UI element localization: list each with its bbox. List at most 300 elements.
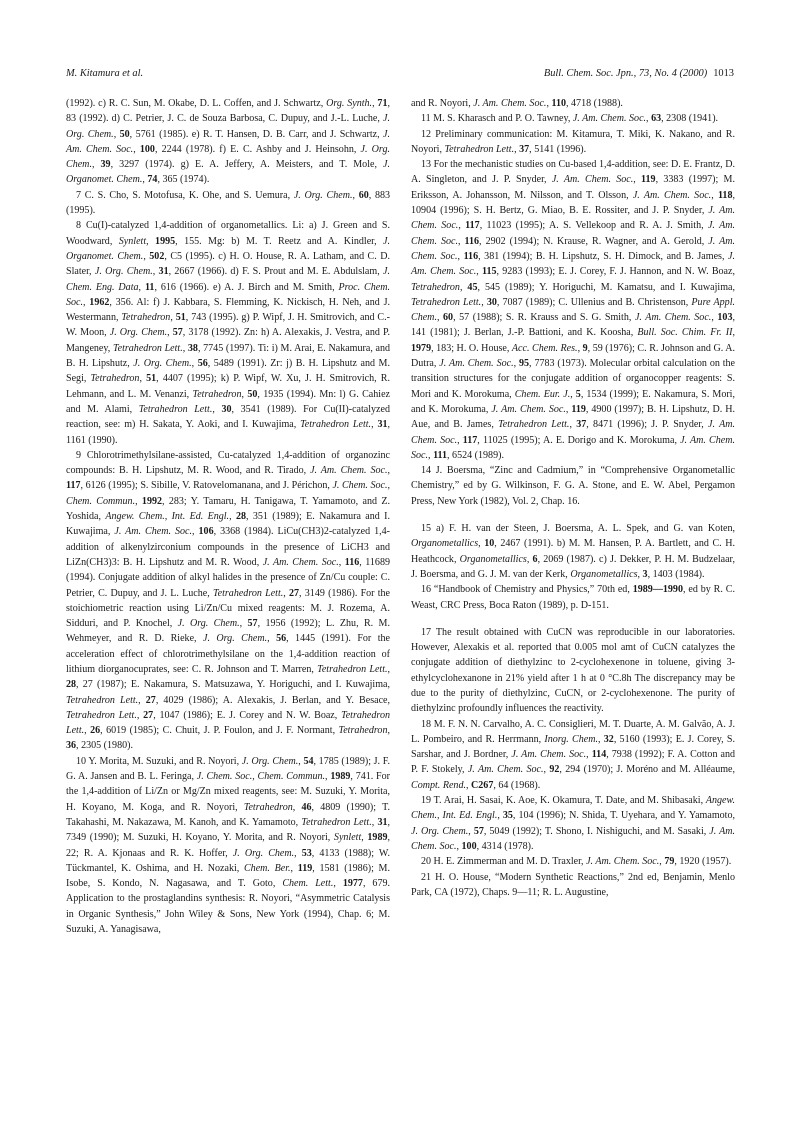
journal-name: J. Am. Chem. Soc. [411,434,736,461]
journal-name: J. Org. Chem. [241,755,299,767]
volume-number: 115 [482,266,497,278]
reference-text: , [659,856,665,868]
journal-name: J. Am. Chem. Soc. [439,358,514,370]
reference-text: , [83,296,90,308]
volume-number: 1977 [342,878,363,890]
volume-number: 45 [467,281,478,293]
reference-text: 16 “Handbook of Chemistry and Physics,” 70th ed, [421,584,633,596]
reference-paragraph [411,625,735,717]
running-header-journal-block [544,66,734,82]
volume-number: 31 [377,816,388,828]
volume-number: 106 [198,526,214,538]
journal-name: Tetrahedron Lett. [212,587,284,599]
reference-text: 20 H. E. Zimmerman and M. D. Traxler, [421,856,587,868]
volume-number: C267 [471,779,494,791]
reference-text: , [476,266,482,278]
reference-text: , [457,250,464,262]
volume-number: 60 [358,189,369,201]
volume-number: 100 [461,840,477,852]
reference-text: 21 H. O. House, “Modern Synthetic Reactions,” 2nd ed, Benjamin, Menlo Park, CA (1972), Chaps. 9—11; R. L. Augustine, [411,871,735,898]
reference-paragraph [411,793,735,854]
reference-text: , [290,862,298,874]
reference-text: , [577,342,583,354]
reference-text: , [136,709,144,721]
journal-name: J. Org. Chem. [109,327,168,339]
volume-number: 9 [582,342,588,354]
volume-number: 95 [519,358,530,370]
reference-text: , [371,816,378,828]
volume-number: 46 [301,801,312,813]
reference-text: , 3178 (1992). Zn: h) A. Alexakis, J. Vestra, and P. Mangeney, [66,327,390,354]
reference-text: , [135,495,142,507]
reference-text: , 7349 (1990); M. Suzuki, H. Koyano, Y. Morita, and R. Noyori, [66,816,390,844]
reference-text: , 1935 (1994). Mn: l) G. Cahiez and M. Alami, [66,388,390,415]
reference-text: , 64 (1968). [493,779,541,791]
reference-text: , 2244 (1978). f) E. C. Ashby and J. Heinsohn, [154,143,361,155]
volume-number: 100 [139,143,155,155]
journal-name: J. Am. Chem. Soc. [511,749,587,761]
reference-text: , [146,235,156,247]
reference-text: , [267,633,277,645]
journal-name: J. Am. Chem. Soc. [411,250,735,278]
reference-paragraph [411,157,735,463]
volume-number: 51 [175,312,186,324]
journal-name: Tetrahedron Lett. [444,143,515,155]
reference-text: , 59 (1976); C. R. Johnson and G. A. Dutra, [411,342,736,370]
reference-text: , [361,832,368,844]
journal-name: Acc. Chem. Res. [511,342,578,354]
reference-text: , 83 (1992). d) C. Petrier, J. C. de Souza Barbosa, C. Dupuy, and J.-L. Luche, [66,98,390,125]
reference-text: , 356. Al: f) J. Kabbara, S. Flemming, K. Nickisch, H. Neh, and J. Westermann, [66,296,390,324]
reference-text: , [191,358,198,370]
journal-name: Tetrahedron [192,388,242,400]
journal-name: J. Chem. Soc., Chem. Commun. [66,480,390,507]
reference-text: , ed by R. C. Weast, CRC Press, Boca Raton (1989), p. D-151. [411,584,735,611]
journal-name: Angew. Chem., Int. Ed. Engl. [105,511,230,523]
volume-number: 1962 [89,296,110,308]
reference-text: , 6019 (1985); C. Chuit, J. P. Foulon, and J. F. Normant, [100,725,339,737]
reference-text: , [457,235,465,247]
reference-text: , 3149 (1986). For the stoichiometric reaction using Li/Zn/Cu mixed reagents: M. J. Rozema, A. Sidduri, and P. Knochel, [66,587,391,630]
reference-text: , [497,810,503,822]
reference-text: , 11025 (1995); A. E. Dorigo and K. Morokuma, [477,434,681,446]
volume-number: 119 [297,862,313,874]
reference-text: 10 Y. Morita, M. Suzuki, and R. Noyori, [76,755,242,767]
reference-paragraph [411,870,735,901]
reference-text: , [283,587,289,599]
reference-paragraph [66,754,390,938]
reference-text: , [387,663,391,675]
volume-number: 1989—1990 [632,584,683,596]
journal-name: J. Org. Chem. [411,825,469,837]
volume-number: 27 [145,694,156,706]
volume-number: 27 [289,587,300,599]
reference-text: , 743 (1995). g) P. Wipf, J. H. Smitrovich, and C.-W. Moon, [66,312,390,339]
reference-text: , [711,189,718,201]
reference-text: , [387,465,390,477]
reference-text: , 381 (1994); B. H. Lipshutz, S. H. Dimock, and B. James, [478,250,729,262]
reference-paragraph [66,96,390,188]
reference-paragraph [66,448,390,754]
journal-name: Compt. Rend. [411,779,466,791]
volume-number: 117 [66,480,81,492]
volume-number: 28 [66,679,77,691]
reference-text: , [481,296,487,308]
reference-text: , 104 (1996); N. Shida, T. Uyehara, and Y. Yamamoto, [512,810,735,822]
reference-text: , 3297 (1974). g) E. A. Jeffery, A. Meisters, and T. Mole, [110,159,384,171]
reference-paragraph [411,127,735,158]
reference-text: , 6524 (1989). [447,449,504,461]
volume-number: 38 [187,342,198,354]
volume-number: 37 [576,419,587,431]
reference-text: , [732,327,735,339]
reference-text: , [142,174,148,186]
journal-name: Tetrahedron [338,725,388,737]
journal-name: J. Org. Chem. [293,189,353,201]
reference-text: , 4900 (1997); B. H. Lipshutz, D. H. Aue, and B. James, [411,403,736,431]
journal-name: Tetrahedron [411,281,460,293]
reference-text: 18 M. F. N. N. Carvalho, A. C. Consiglieri, M. T. Duarte, A. M. Galvão, A. J. L. Pombeiro, and R. Herrmann, [411,718,735,745]
journal-name: Tetrahedron Lett. [66,694,139,706]
journal-name: J. Am. Chem. Soc. [411,205,735,232]
reference-text: , 2308 (1941). [661,113,719,125]
volume-number: 63 [651,113,662,125]
reference-text: , [167,327,173,339]
reference-text: , 1403 (1984). [647,568,705,580]
journal-name: J. Am. Chem. Soc. [262,556,339,568]
journal-name: Tetrahedron [90,373,140,385]
volume-number: 53 [301,847,312,859]
journal-name: J. Am. Chem. Soc. [66,128,390,155]
running-header [66,66,734,82]
volume-number: 28 [235,511,246,523]
reference-text: , 283; Y. Tamaru, H. Tanigawa, T. Yamamoto, and Z. Yoshida, [66,495,390,523]
journal-name: J. Am. Chem. Soc. [411,825,735,852]
reference-text: , [241,388,248,400]
reference-text: 13 For the mechanistic studies on Cu-based 1,4-addition, see: D. E. Frantz, D. A. Singleton, and J. P. Snyder, [411,159,735,186]
journal-name: J. Org. Chem. [133,358,192,370]
reference-text: , [565,403,572,415]
reference-paragraph [411,854,735,869]
journal-name: Organometallics [459,553,527,565]
reference-text: , [292,801,302,813]
reference-text: , [387,725,390,737]
journal-name: J. Org. Chem. [66,143,390,171]
volume-number: 35 [502,810,513,822]
journal-name: J. Chem. Eng. Data [66,266,391,293]
journal-name: Tetrahedron Lett. [300,419,372,431]
journal-name: J. Am. Chem. Soc. [411,220,735,247]
volume-number: 117 [465,220,480,232]
journal-name: J. Am. Chem. Soc. [491,403,566,415]
reference-paragraph [411,582,735,613]
reference-text: , 4133 (1988); W. Tückmantel, K. Oshima, and H. Nozaki, [66,847,390,874]
reference-text: , 7745 (1997). Ti: i) M. Arai, E. Nakamura, and B. H. Lipshutz, [66,342,391,370]
volume-number: 30 [221,403,232,415]
running-header-authors: M. Kitamura et al. [66,68,144,79]
volume-number: 54 [303,755,314,767]
reference-text: , [513,358,519,370]
reference-text: , [543,764,550,776]
volume-number: 119 [571,403,586,415]
journal-name: Org. Synth. [326,98,373,109]
reference-text: , [372,98,378,109]
volume-number: 50 [119,128,130,140]
journal-name: J. Am. Chem. Soc. [572,113,647,125]
reference-text: , [352,189,359,201]
reference-text: , 8471 (1996); J. P. Snyder, [586,419,709,431]
reference-text: , 7087 (1989); C. Ullenius and B. Christenson, [496,296,692,308]
reference-paragraph [411,521,735,582]
reference-text: , 1047 (1986); E. J. Corey and N. W. Boaz, [153,709,342,721]
journal-name: Chem. Eur. J. [514,388,571,400]
journal-name: Tetrahedron [243,801,293,813]
volume-number: 31 [158,266,169,278]
journal-name: J. Chem. Soc., Chem. Commun. [196,771,326,783]
volume-number: 71 [377,98,388,109]
journal-name: J. Org. Chem. [232,847,295,859]
reference-text: , [192,526,199,538]
journal-name: J. Am. Chem. Soc. [411,235,735,262]
volume-number: 116 [463,250,479,262]
volume-number: 10 [484,538,495,550]
volume-number: 5 [575,388,581,400]
left-column [66,96,390,937]
journal-name: Tetrahedron Lett. [301,816,372,828]
volume-number: 6 [532,553,538,565]
reference-text: , 1581 (1986); M. Isobe, S. Kondo, N. Nagasawa, and T. Goto, [66,862,391,890]
reference-text: , 1920 (1957). [674,856,732,868]
volume-number: 56 [197,358,208,370]
reference-text: , [143,250,150,262]
volume-number: 116 [344,556,360,568]
volume-number: 56 [276,633,287,645]
reference-text: , 351 (1989); E. Nakamura and I. Kuwajima, [66,511,390,538]
volume-number: 57 [473,825,484,837]
reference-text: , [371,419,378,431]
reference-text: , 4029 (1986); A. Alexakis, J. Berlan, and Y. Besace, [155,694,390,706]
volume-number: 1989 [367,832,388,844]
reference-text: , 5489 (1991). Zr: j) B. H. Lipshutz and M. Segi, [66,358,391,385]
reference-text: , 365 (1974). [157,174,210,186]
reference-text: , [138,694,146,706]
volume-number: 11 [144,281,155,293]
reference-text: 15 a) F. H. van der Steen, J. Boersma, A. L. Spek, and G. van Koten, [421,523,735,535]
reference-text: , 7783 (1973). Molecular orbital calculation on the transition structures for the conjugate addition of organocopper reagents: S. Mori and K. Morokuma, [411,358,736,400]
volume-number: 60 [443,312,454,324]
journal-name: J. Org. Chem. [202,633,268,645]
volume-number: 116 [464,235,480,247]
reference-text: , [212,403,222,415]
reference-text: , 4407 (1995); k) P. Wipf, W. Xu, J. H. Smitrovich, R. Lehmann, and L. M. Venanzi, [66,373,391,400]
reference-text: , 4718 (1988). [566,98,623,109]
reference-text: , [333,878,343,890]
reference-text: , 1445 (1991). For the acceleration effect of chlorotrimethylsilane on the 1,4-addition reaction of lithium diorganocuprates, see: C. R. Johnson and T. Marren, [66,633,390,675]
journal-name: Tetrahedron [121,312,171,324]
reference-text: , [570,388,576,400]
reference-text: , [459,281,468,293]
reference-text: , [239,618,248,630]
reference-text: , [514,143,520,155]
volume-number: 51 [146,373,157,385]
reference-text: , [637,568,643,580]
journal-name: J. Am. Chem. Soc. [551,174,634,186]
volume-number: 27 [143,709,154,721]
reference-text: , [465,779,472,791]
reference-text: , 183; H. O. House, [431,342,512,354]
reference-text: 9 Chlorotrimethylsilane-assisted, Cu-catalyzed 1,4-addition of organozinc compounds: B. H. Lipshutz, M. R. Wood, and R. Tirado, [66,449,390,477]
reference-text: , [182,342,188,354]
journal-name: Tetrahedron Lett. [317,663,388,675]
volume-number: 57 [172,327,183,339]
reference-text: , [633,174,642,186]
volume-number: 92 [549,764,560,776]
reference-text: , 616 (1966). e) A. J. Birch and M. Smith, [154,281,339,293]
reference-text: , [229,511,236,523]
reference-text: 12 Preliminary communication: M. Kitamura, T. Miki, K. Nakano, and R. Noyori, [411,128,735,155]
reference-text: , 141 (1981); J. Berlan, J.-P. Battioni, and K. Koosha, [411,312,735,339]
reference-text: , [91,159,101,171]
journal-name: Angew. Chem., Int. Ed. Engl. [411,795,735,822]
reference-text: , [139,373,147,385]
reference-text: , [711,312,718,324]
journal-name: J. Organomet. Chem. [66,235,391,262]
right-column [411,96,735,900]
volume-number: 50 [247,388,258,400]
reference-text: , 2467 (1991). b) M. M. Hansen, P. A. Bartlett, and C. H. Heathcock, [411,538,735,565]
volume-number: 502 [149,250,165,262]
volume-number: 117 [462,434,478,446]
journal-name: Tetrahedron Lett. [138,403,213,415]
reference-text: , 1534 (1999); E. Nakamura, S. Mori, and K. Morokuma, [411,388,735,415]
reference-text: and R. Noyori, [411,98,474,109]
reference-text: , [569,419,577,431]
reference-text: , C5 (1995). c) H. O. House, R. A. Latham, and C. D. Slater, [66,250,390,278]
reference-text: , [138,281,145,293]
journal-name: Tetrahedron Lett. [498,419,570,431]
reference-text: , [298,755,304,767]
journal-name: J. Am. Chem. Soc. [467,764,544,776]
running-header-journal: Bull. Chem. Soc. Jpn., 73, No. 4 (2000) [543,68,708,79]
journal-name: Tetrahedron Lett. [112,342,183,354]
volume-number: 36 [66,740,77,752]
reference-paragraph [66,188,390,219]
volume-number: 1989 [330,771,351,783]
journal-name: Organometallics [411,538,479,550]
reference-text: , 9283 (1993); E. J. Corey, F. J. Hannon, and N. W. Boaz, [496,266,735,278]
reference-text: , 679. Application to the prostaglandins synthesis: R. Noyori, “Asymmetric Catalysis in Organic Synthesis,” John Wiley & Sons, New York (1994), Chap. 6; M. Suzuki, A. Yanagisawa, [66,878,391,936]
volume-number: 1992 [141,495,163,507]
reference-text: , 11023 (1995); A. S. Vellekoop and R. A. J. Smith, [479,220,708,232]
journal-name: J. Am. Chem. Soc. [310,465,388,477]
journal-name: J. Org. Chem. [177,618,240,630]
reference-text: , 10904 (1996); S. H. Bertz, G. Miao, B. E. Rossiter, and J. P. Snyder, [411,189,735,217]
journal-name: Synlett [333,832,362,844]
reference-text: , 11689 (1994). Conjugate addition of alkyl halides in the presence of Zn/Cu couple: C. Petrier, C. Dupuy, and J. L. Luche, [66,556,390,599]
journal-name: J. Am. Chem. Soc. [114,526,193,538]
reference-text: , 5761 (1985). e) R. T. Hansen, D. B. Carr, and J. Schwartz, [129,128,384,140]
volume-number: 37 [519,143,530,155]
reference-text: , 2902 (1994); N. Krause, R. Wagner, and A. Gerold, [479,235,709,247]
reference-text: , [586,749,592,761]
reference-text: , 5160 (1993); E. J. Corey, S. Sarshar, and J. Bordner, [411,733,735,761]
reference-text: 8 Cu(I)-catalyzed 1,4-addition of organometallics. Li: a) J. Green and S. Woodward, [66,220,390,247]
reference-text: , [526,553,533,565]
reference-text: , 3368 (1984). LiCu(CH3)2-catalyzed 1,4-addition of alkenylzirconium compounds in the presence of LiCH3 and LiZn(CH3)3: B. H. Lipshutz and M. R. Wood, [66,526,391,568]
volume-number: 57 [247,618,258,630]
reference-text: , [646,113,652,125]
reference-text: , [457,434,463,446]
volume-number: 110 [551,98,566,109]
reference-text: , 4809 (1990); T. Takahashi, M. Nakazawa, M. Kanoh, and K. Yamamoto, [66,801,390,828]
reference-text: , 27 (1987); E. Nakamura, S. Matsuzawa, Y. Horiguchi, and I. Kuwajima, [76,679,390,691]
reference-text: , [478,538,485,550]
volume-number: 119 [641,174,656,186]
reference-text: , [458,220,466,232]
reference-paragraph [411,463,735,509]
journal-name: J. Organomet. Chem. [66,159,390,186]
reference-text: , 7938 (1992); F. A. Cotton and P. F. Stokely, [411,749,736,776]
reference-text: , 1161 (1990). [66,419,390,446]
journal-name: J. Am. Chem. Soc. [473,98,547,109]
reference-text: 19 T. Arai, H. Sasai, K. Aoe, K. Okamura, T. Date, and M. Shibasaki, [421,795,706,807]
reference-text: , 6126 (1995); S. Sibille, V. Ratovelomanana, and J. Périchon, [80,480,333,492]
reference-text: , 545 (1989); Y. Horiguchi, M. Kamatsu, and I. Kuwajima, [477,281,735,293]
reference-text: , [325,771,331,783]
reference-text: , 1956 (1992); L. Zhu, R. M. Wehmeyer, and R. D. Rieke, [66,618,390,645]
reference-text: , [456,840,462,852]
reference-text: , [84,725,91,737]
reference-text: , [152,266,159,278]
reference-text: , 1785 (1989); J. F. G. A. Jansen and B. L. Feringa, [66,755,391,783]
reference-text: , 22; R. A. Kjonaas and R. K. Hoffer, [66,832,390,859]
journal-name: Inorg. Chem. [544,733,599,745]
journal-name: Proc. Chem. Soc. [66,281,390,308]
reference-text: , 155. Mg: b) M. T. Reetz and A. Kindler, [175,235,384,247]
reference-text: , [170,312,176,324]
reference-text: , 5049 (1992); T. Shono, I. Nishiguchi, and M. Sasaki, [483,825,710,837]
reference-text: , 3383 (1997); M. Eriksson, A. Johansson, M. Nilsson, and T. Olsson, [411,174,735,201]
volume-number: 1979 [411,342,432,354]
reference-text: , 2667 (1966). d) F. S. Prout and M. E. Abdulslam, [168,266,384,278]
volume-number: 31 [377,419,388,431]
journal-name: Chem. Lett. [282,878,334,890]
reference-text: 11 M. S. Kharasch and P. O. Tawney, [421,113,573,125]
journal-name: Bull. Soc. Chim. Fr. II [637,327,733,339]
journal-name: Tetrahedron Lett. [411,296,482,308]
reference-text: , 3541 (1989). For Cu(II)-catalyzed reaction, see: m) H. Sakata, Y. Aoki, and I. Kuwajima, [66,403,390,431]
reference-text: 7 C. S. Cho, S. Motofusa, K. Ohe, and S. Uemura, [76,189,294,201]
reference-paragraph [411,96,735,111]
reference-text: , [428,449,434,461]
reference-text: , 294 (1970); J. Moréno and M. Alléaume, [559,764,736,776]
volume-number: 111 [433,449,448,461]
reference-text: 17 The result obtained with CuCN was reproducible in our laboratories. However, Alexakis et al. reported that 0.005 mol amt of CuCN catalyzes the conjugate addition of diethylzinc to 2-cyclohexenone in toluene, giving 3-ethylcyclohexanone in 21% yield after 1 h at 0 °C.8h The discrepancy may be due to the purity of diethylzinc, CuCN, or 2-cyclohexenone. The purity of diethylzinc profoundly influences the reactivity. [411,626,735,715]
journal-name: J. Am. Chem. Soc. [411,419,735,446]
reference-text: , [338,556,345,568]
reference-text: , [468,825,474,837]
volume-number: 39 [100,159,111,171]
reference-text: , 741. For the 1,4-addition of Li/Zn or Mg/Zn mixed reagents, see: M. Suzuki, Y. Morita, H. Koyano, M. Koga, and R. Noyori, [66,771,390,813]
journal-name: J. Am. Chem. Soc. [586,856,660,868]
volume-number: 103 [717,312,733,324]
volume-number: 26 [90,725,101,737]
volume-number: 79 [664,856,675,868]
page-number: 1013 [713,68,734,79]
reference-text: 14 J. Boersma, “Zinc and Cadmium,” in “Comprehensive Organometallic Chemistry,” ed by G. Wilkinson, F. G. A. Stone, and E. W. Abel, Pergamon Press, New York (1982), Vol. 2, Chap. 16. [411,465,735,507]
volume-number: 32 [603,733,614,745]
volume-number: 1995 [155,235,176,247]
